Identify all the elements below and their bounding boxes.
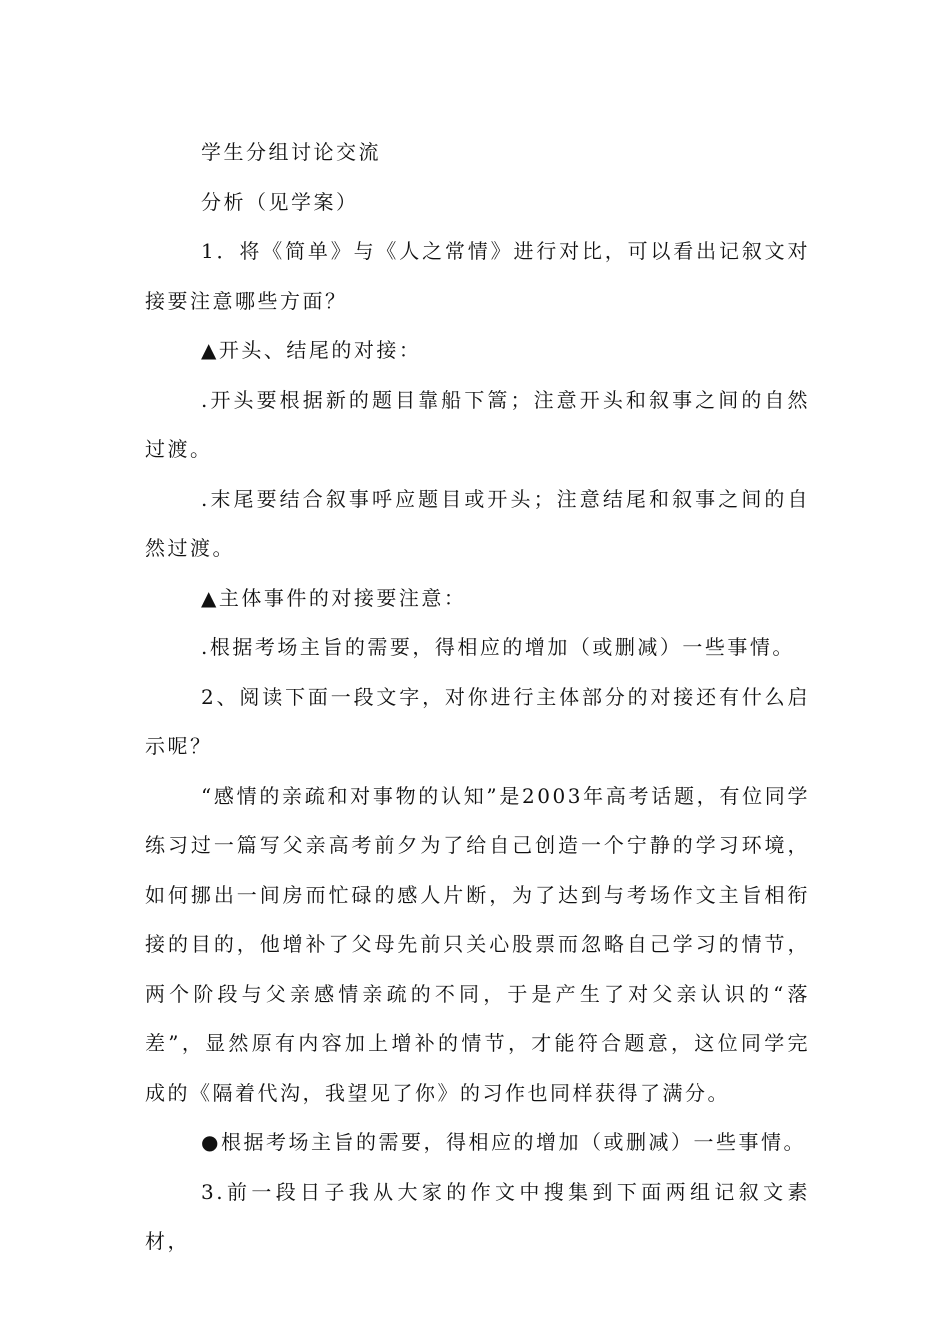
paragraph-question-2: 2、阅读下面一段文字，对你进行主体部分的对接还有什么启示呢？ [145,684,810,758]
paragraph-analysis: 分析（见学案） [201,189,359,214]
paragraph-question-3: 3.前一段日子我从大家的作文中搜集到下面两组记叙文素材， [145,1179,810,1253]
paragraph-ending-note: .末尾要结合叙事呼应题目或开头；注意结尾和叙事之间的自然过渡。 [145,486,810,560]
document-body [145,128,810,1267]
paragraph-opening-note: .开头要根据新的题目靠船下篙；注意开头和叙事之间的自然过渡。 [145,387,810,461]
paragraph-opening-ending-heading: ▲开头、结尾的对接： [201,338,422,362]
paragraph-summary-point: ●根据考场主旨的需要，得相应的增加（或删减）一些事情。 [201,1130,806,1154]
paragraph-group-discussion: 学生分组讨论交流 [201,140,381,164]
paragraph-main-event-heading: ▲主体事件的对接要注意： [201,585,467,610]
paragraph-example-passage: “感情的亲疏和对事物的认知”是2003年高考话题，有位同学练习过一篇写父亲高考前夕为了给自己创造一个宁静的学习环境，如何挪出一间房而忙碌的感人片断，为了达到与考场作文主旨相衔接的目的，他增补了父母先前只关心股票而忽略自己学习的情节，两个阶段与父亲感情亲疏的不同，于是产生了对父亲认识的“落差”，显然原有内容加上增补的情节，才能符合题意，这位同学完成的《隔着代沟，我望见了你》的习作也同样获得了满分。 [145,783,810,1105]
paragraph-question-1: 1．将《简单》与《人之常情》进行对比，可以看出记叙文对接要注意哪些方面？ [145,239,810,313]
paragraph-main-event-note: .根据考场主旨的需要，得相应的增加（或删减）一些事情。 [201,635,795,659]
